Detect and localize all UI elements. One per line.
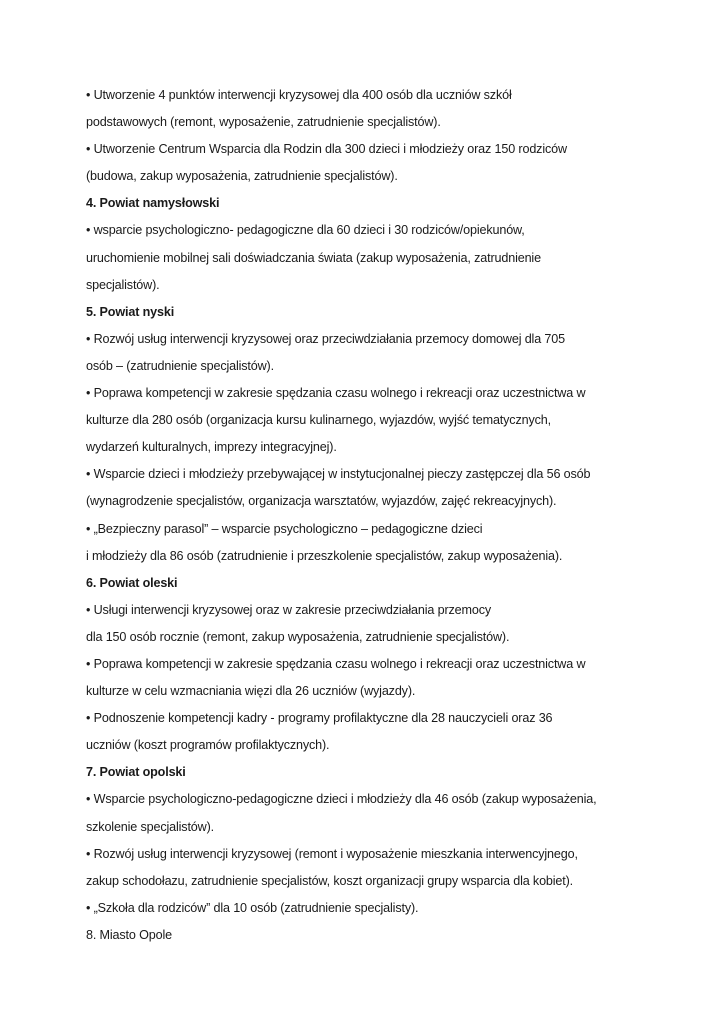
text-line: wydarzeń kulturalnych, imprezy integracyjnej). <box>86 440 337 455</box>
bullet-item-line: • Poprawa kompetencji w zakresie spędzania czasu wolnego i rekreacji oraz uczestnictwa w <box>86 656 586 671</box>
text-line: szkolenie specjalistów). <box>86 819 214 834</box>
bullet-item-line: • wsparcie psychologiczno- pedagogiczne dla 60 dzieci i 30 rodziców/opiekunów, <box>86 223 525 238</box>
text-line: uruchomienie mobilnej sali doświadczania świata (zakup wyposażenia, zatrudnienie <box>86 250 541 265</box>
bullet-item-line: • Rozwój usług interwencji kryzysowej oraz przeciwdziałania przemocy domowej dla 705 <box>86 331 565 346</box>
bullet-item-line: • Utworzenie Centrum Wsparcia dla Rodzin dla 300 dzieci i młodzieży oraz 150 rodziców <box>86 142 567 157</box>
bullet-item-line: • Utworzenie 4 punktów interwencji kryzysowej dla 400 osób dla uczniów szkół <box>86 88 512 102</box>
text-line: uczniów (koszt programów profilaktycznych). <box>86 738 330 753</box>
bullet-item-line: • Poprawa kompetencji w zakresie spędzania czasu wolnego i rekreacji oraz uczestnictwa w <box>86 386 586 401</box>
section-heading: 4. Powiat namysłowski <box>86 196 220 211</box>
section-heading: 6. Powiat oleski <box>86 575 178 590</box>
text-line: kulturze dla 280 osób (organizacja kursu kulinarnego, wyjazdów, wyjść tematycznych, <box>86 413 551 428</box>
document-body <box>86 84 666 951</box>
bullet-item-line: • Usługi interwencji kryzysowej oraz w zakresie przeciwdziałania przemocy <box>86 602 491 617</box>
section-heading: 5. Powiat nyski <box>86 304 175 319</box>
text-line: specjalistów). <box>86 277 160 292</box>
bullet-item-line: • Wsparcie dzieci i młodzieży przebywającej w instytucjonalnej pieczy zastępczej dla 56 osób <box>86 467 591 482</box>
bullet-item-line: • „Szkoła dla rodziców” dla 10 osób (zatrudnienie specjalisty). <box>86 900 419 915</box>
bullet-item-line: • Rozwój usług interwencji kryzysowej (remont i wyposażenie mieszkania interwencyjnego, <box>86 846 578 861</box>
text-line: kulturze w celu wzmacniania więzi dla 26 uczniów (wyjazdy). <box>86 684 416 699</box>
bullet-item-line: • Wsparcie psychologiczno-pedagogiczne dzieci i młodzieży dla 46 osób (zakup wyposażenia, <box>86 792 597 807</box>
text-line: i młodzieży dla 86 osób (zatrudnienie i przeszkolenie specjalistów, zakup wyposażenia). <box>86 548 563 563</box>
text-line: (budowa, zakup wyposażenia, zatrudnienie specjalistów). <box>86 169 398 184</box>
text-line: podstawowych (remont, wyposażenie, zatrudnienie specjalistów). <box>86 115 441 130</box>
text-line: 8. Miasto Opole <box>86 927 172 942</box>
text-line: dla 150 osób rocznie (remont, zakup wyposażenia, zatrudnienie specjalistów). <box>86 629 510 644</box>
bullet-item-line: • „Bezpieczny parasol” – wsparcie psychologiczno – pedagogiczne dzieci <box>86 521 483 536</box>
bullet-item-line: • Podnoszenie kompetencji kadry - programy profilaktyczne dla 28 nauczycieli oraz 36 <box>86 711 553 726</box>
text-line: zakup schodołazu, zatrudnienie specjalistów, koszt organizacji grupy wsparcia dla kobiet). <box>86 873 574 888</box>
text-line: (wynagrodzenie specjalistów, organizacja warsztatów, wyjazdów, zajęć rekreacyjnych). <box>86 494 557 509</box>
text-line: osób – (zatrudnienie specjalistów). <box>86 358 274 373</box>
section-heading: 7. Powiat opolski <box>86 765 186 780</box>
